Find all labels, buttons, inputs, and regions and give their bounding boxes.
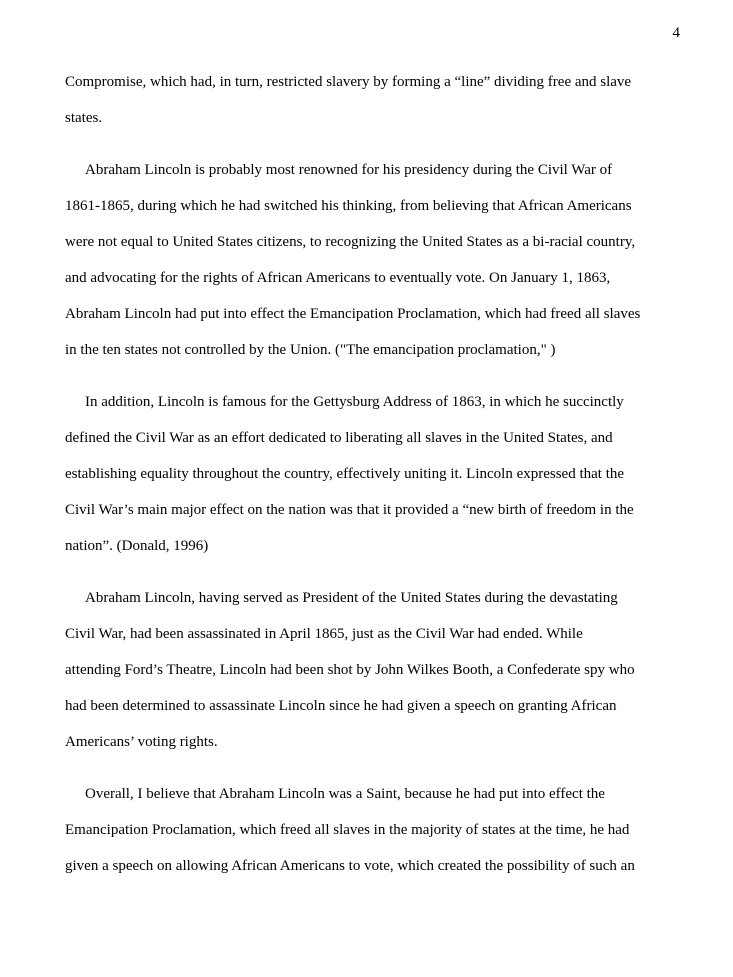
paragraph-gettysburg	[65, 384, 675, 564]
text-line: were not equal to United States citizens, to recognizing the United States as a bi-racial country,	[65, 234, 636, 250]
text-line: Overall, I believe that Abraham Lincoln was a Saint, because he had put into effect the	[85, 786, 605, 802]
text-line: Abraham Lincoln had put into effect the Emancipation Proclamation, which had freed all slaves	[65, 306, 641, 322]
paragraph-compromise	[65, 64, 675, 136]
text-line: In addition, Lincoln is famous for the Gettysburg Address of 1863, in which he succinctly	[85, 394, 624, 410]
text-line: in the ten states not controlled by the Union. ("The emancipation proclamation," )	[65, 342, 556, 358]
paragraph-presidency	[65, 152, 675, 368]
text-line: and advocating for the rights of African Americans to eventually vote. On January 1, 1863,	[65, 270, 611, 286]
body-text	[65, 64, 675, 900]
text-line: nation”. (Donald, 1996)	[65, 538, 209, 554]
text-line: defined the Civil War as an effort dedicated to liberating all slaves in the United States, and	[65, 430, 613, 446]
text-line: Civil War, had been assassinated in April 1865, just as the Civil War had ended. While	[65, 626, 583, 642]
paragraph-conclusion	[65, 776, 675, 884]
text-line: 1861-1865, during which he had switched his thinking, from believing that African Americans	[65, 198, 632, 214]
text-line: establishing equality throughout the country, effectively uniting it. Lincoln expressed that the	[65, 466, 625, 482]
text-line: states.	[65, 110, 103, 126]
paragraph-assassination	[65, 580, 675, 760]
page-number: 4	[672, 25, 680, 41]
text-line: Abraham Lincoln, having served as President of the United States during the devastating	[85, 590, 618, 606]
text-line: Civil War’s main major effect on the nation was that it provided a “new birth of freedom in the	[65, 502, 634, 518]
text-line: Americans’ voting rights.	[65, 734, 218, 750]
text-line: Compromise, which had, in turn, restricted slavery by forming a “line” dividing free and slave	[65, 74, 632, 90]
text-line: Emancipation Proclamation, which freed all slaves in the majority of states at the time, he had	[65, 822, 630, 838]
text-line: attending Ford’s Theatre, Lincoln had been shot by John Wilkes Booth, a Confederate spy who	[65, 662, 635, 678]
text-line: given a speech on allowing African Americans to vote, which created the possibility of such an	[65, 858, 635, 874]
text-line: Abraham Lincoln is probably most renowned for his presidency during the Civil War of	[85, 162, 613, 178]
text-line: had been determined to assassinate Lincoln since he had given a speech on granting African	[65, 698, 617, 714]
